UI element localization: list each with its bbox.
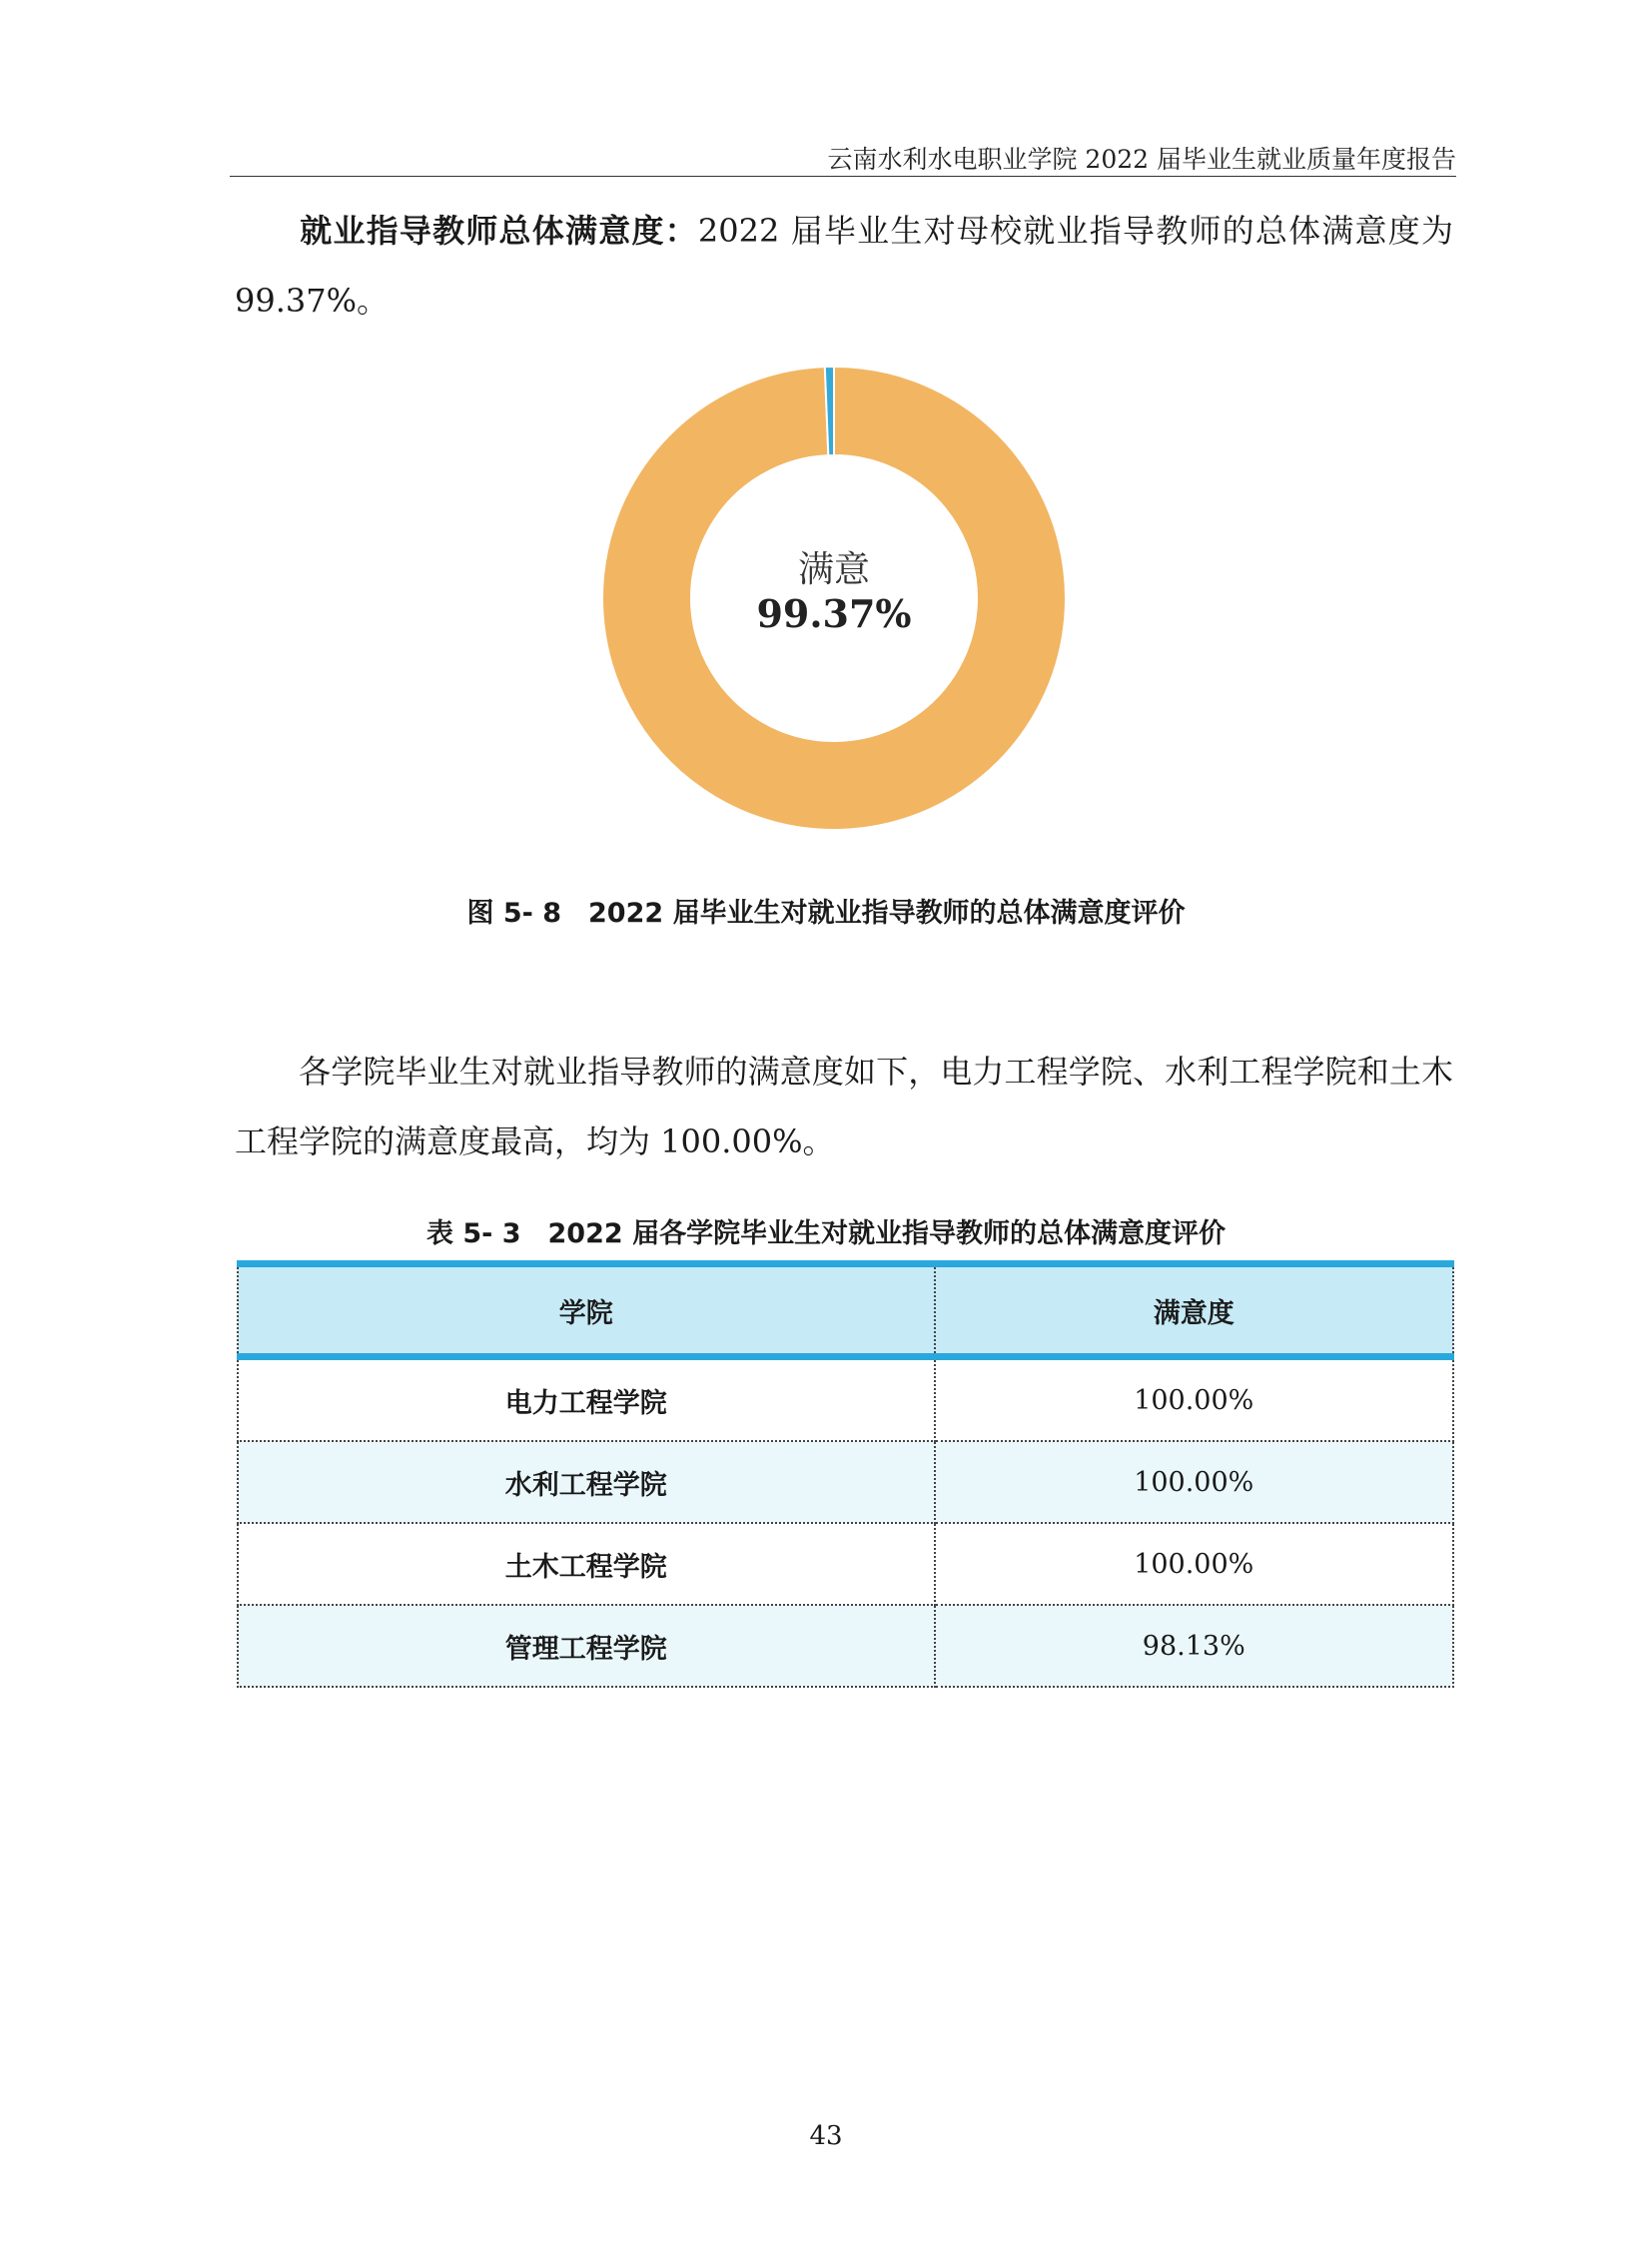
- satisfaction-cell: 98.13%: [935, 1605, 1453, 1687]
- column-header-satisfaction: 满意度: [935, 1264, 1453, 1357]
- satisfaction-cell: 100.00%: [935, 1523, 1453, 1605]
- table-header-row: [238, 1264, 1453, 1357]
- table-row: [238, 1357, 1453, 1442]
- figure-caption: 图 5- 8 2022 届毕业生对就业指导教师的总体满意度评价: [466, 898, 1186, 929]
- paragraph-text: 2022 届毕业生对母校就业指导教师的总体满意度为 99.37%。: [235, 212, 1453, 320]
- college-summary-paragraph: [235, 1037, 1453, 1176]
- table-row: [238, 1523, 1453, 1605]
- donut-center-value: 99.37%: [756, 591, 912, 636]
- table-caption: 表 5- 3 2022 届各学院毕业生对就业指导教师的总体满意度评价: [425, 1218, 1227, 1249]
- college-name-cell: 土木工程学院: [238, 1523, 935, 1605]
- paragraph-text: 各学院毕业生对就业指导教师的满意度如下，电力工程学院、水利工程学院和土木工程学院的满意度最高，均为 100.00%。: [235, 1053, 1453, 1160]
- header-rule: [230, 176, 1456, 177]
- report-header-title: 云南水利水电职业学院 2022 届毕业生就业质量年度报告: [827, 145, 1456, 174]
- satisfaction-paragraph: [235, 196, 1453, 336]
- table-row: [238, 1605, 1453, 1687]
- satisfaction-cell: 100.00%: [935, 1441, 1453, 1523]
- paragraph-lead: 就业指导教师总体满意度：: [299, 212, 698, 250]
- page-number: 43: [809, 2121, 843, 2151]
- table-row: [238, 1441, 1453, 1523]
- satisfaction-table: [237, 1260, 1454, 1688]
- donut-chart: [597, 362, 1071, 835]
- satisfaction-cell: 100.00%: [935, 1357, 1453, 1442]
- college-name-cell: 管理工程学院: [238, 1605, 935, 1687]
- college-name-cell: 电力工程学院: [238, 1357, 935, 1442]
- college-name-cell: 水利工程学院: [238, 1441, 935, 1523]
- column-header-college: 学院: [238, 1264, 935, 1357]
- donut-center-category: 满意: [797, 549, 870, 590]
